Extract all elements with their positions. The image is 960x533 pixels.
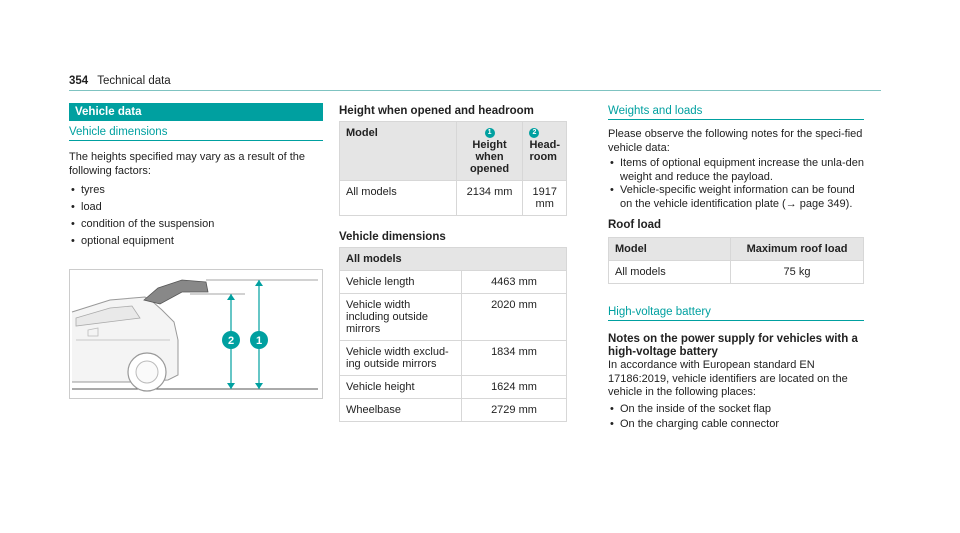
vehicle-dimensions-heading: Vehicle dimensions [69, 126, 323, 141]
roof-col-model: Model [609, 238, 731, 261]
table-row [340, 271, 567, 294]
table-cell: Vehicle length [340, 271, 462, 294]
right-column [608, 103, 864, 432]
weights-heading: Weights and loads [608, 105, 864, 120]
roof-load-table [608, 237, 864, 284]
dimensions-table-heading: Vehicle dimensions [339, 231, 446, 243]
height-table-col-height [456, 122, 523, 181]
intro-text: The heights specified may vary as a result of the following factors: [69, 151, 306, 177]
list-item: • tyres [69, 182, 323, 199]
section-title: Technical data [97, 75, 171, 87]
table-cell: 2020 mm [462, 294, 567, 341]
table-cell: 1834 mm [462, 341, 567, 376]
table-row [340, 341, 567, 376]
roof-col-max: Maximum roof load [731, 238, 864, 261]
weights-intro: Please observe the following notes for the speci-fied vehicle data: [608, 128, 863, 154]
header-rule [69, 90, 881, 91]
page-header [69, 75, 171, 87]
height-table-col-model: Model [340, 122, 457, 181]
hv-battery-heading: High-voltage battery [608, 306, 864, 321]
table-row [340, 376, 567, 399]
list-item: • Items of optional equipment increase the unla-den weight and reduce the payload. [608, 157, 864, 184]
list-item: • condition of the suspension [69, 216, 323, 233]
factors-list [69, 182, 323, 250]
table-cell: 75 kg [731, 261, 864, 284]
vehicle-data-banner: Vehicle data [69, 103, 323, 121]
list-item: • On the charging cable connector [608, 417, 864, 432]
table-cell: 2729 mm [462, 399, 567, 422]
table-cell: Vehicle width exclud-ing outside mirrors [340, 341, 462, 376]
table-cell: 2134 mm [456, 181, 523, 216]
height-col-label: Height when opened [469, 139, 510, 175]
vehicle-height-figure [69, 269, 323, 399]
table-cell: Vehicle width including outside mirrors [340, 294, 462, 341]
callout-1: 1 [255, 335, 263, 347]
table-cell: All models [609, 261, 731, 284]
list-item: • load [69, 199, 323, 216]
page-number: 354 [69, 75, 89, 87]
table-cell: Vehicle height [340, 376, 462, 399]
callout-2-icon: 2 [529, 128, 539, 138]
table-cell: 1624 mm [462, 376, 567, 399]
roof-load-heading: Roof load [608, 219, 662, 231]
table-cell: All models [340, 181, 457, 216]
hv-text: In accordance with European standard EN 17186:2019, vehicle identifiers are located on the vehicle in the following places: [608, 359, 848, 398]
table-row [340, 294, 567, 341]
middle-column [339, 103, 567, 422]
callout-1-icon: 1 [485, 128, 495, 138]
table-row [340, 399, 567, 422]
left-column [69, 103, 323, 399]
list-item: • Vehicle-specific weight information can be found on the vehicle identification plate (→ page 349). [608, 184, 864, 211]
hv-subheading: Notes on the power supply for vehicles with a high-voltage battery [608, 333, 858, 358]
list-item: • On the inside of the socket flap [608, 402, 864, 417]
weights-list [608, 157, 864, 211]
table-cell: Wheelbase [340, 399, 462, 422]
dimensions-table-header: All models [340, 248, 567, 271]
dimensions-table [339, 247, 567, 422]
suv-tailgate-illustration [70, 270, 322, 398]
list-item: • optional equipment [69, 233, 323, 250]
table-cell: 4463 mm [462, 271, 567, 294]
table-row [609, 261, 864, 284]
headroom-col-label: Head-room [529, 139, 560, 163]
table-row [340, 181, 567, 216]
hv-list [608, 402, 864, 432]
height-table-col-headroom [523, 122, 567, 181]
table-cell: 1917 mm [523, 181, 567, 216]
callout-2: 2 [227, 335, 235, 347]
height-table [339, 121, 567, 216]
height-table-heading: Height when opened and headroom [339, 105, 534, 117]
